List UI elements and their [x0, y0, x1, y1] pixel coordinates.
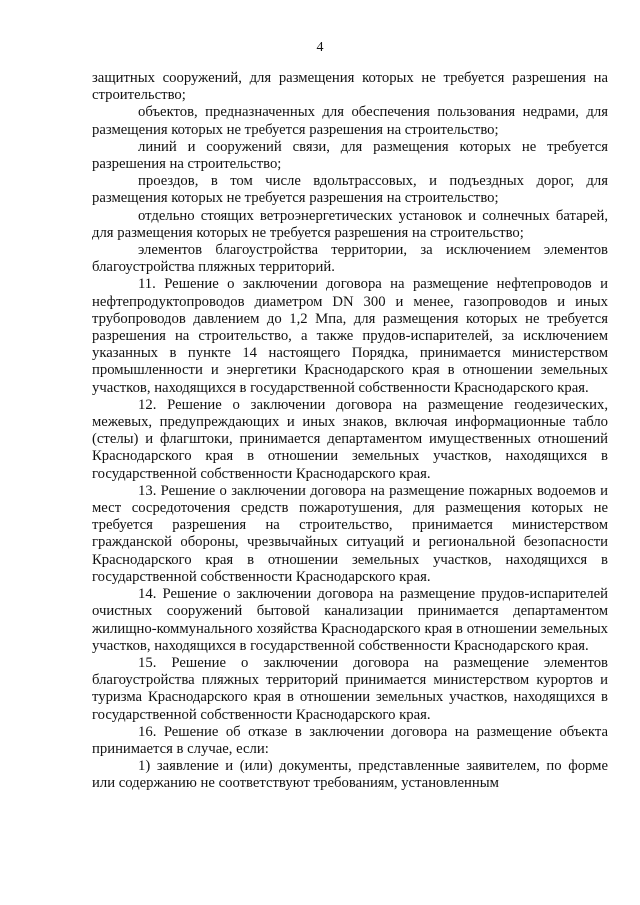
page-number: 4: [316, 40, 324, 55]
paragraph: 14. Решение о заключении договора на размещение прудов-испарителей очистных сооружений бытовой канализации принимается департаментом жилищно-коммунального хозяйства Краснодарского края в отношении земельных участков, находящихся в государственной собственности Краснодарского края.: [92, 586, 608, 654]
paragraph: элементов благоустройства территории, за исключением элементов благоустройства пляжных территорий.: [92, 242, 608, 276]
paragraph: 15. Решение о заключении договора на размещение элементов благоустройства пляжных территорий принимается министерством курортов и туризма Краснодарского края в отношении земельных участков, находящихся в государственной собственности Краснодарского края.: [92, 654, 608, 723]
paragraph: защитных сооружений, для размещения которых не требуется разрешения на строительство;: [92, 70, 608, 104]
paragraph: линий и сооружений связи, для размещения которых не требуется разрешения на строительство;: [92, 138, 608, 173]
paragraph: 13. Решение о заключении договора на размещение пожарных водоемов и мест сосредоточения средств пожаротушения, для размещения которых не требуется разрешения на строительство, принимается министерством гражданской обороны, чрезвычайных ситуаций и региональной безопасности Краснодарского края в отношении земельных участков, находящихся в государственной собственности Краснодарского края.: [92, 482, 608, 585]
paragraph: отдельно стоящих ветроэнергетических установок и солнечных батарей, для размещения которых не требуется разрешения на строительство;: [92, 207, 608, 241]
paragraph: объектов, предназначенных для обеспечения пользования недрами, для размещения которых не требуется разрешения на строительство;: [92, 104, 608, 138]
paragraph: 11. Решение о заключении договора на размещение нефтепроводов и нефтепродуктопроводов диаметром DN 300 и менее, газопроводов и иных трубопроводов давлением до 1,2 Мпа, для размещения которых не требуется разрешения на строительство, а также прудов-испарителей, за исключением указанных в пункте 14 настоящего Порядка, принимается министерством промышленности и энергетики Краснодарского края в отношении земельных участков, находящихся в государственной собственности Краснодарского края.: [92, 276, 608, 396]
paragraph: проездов, в том числе вдольтрассовых, и подъездных дорог, для размещения которых не требуется разрешения на строительство;: [92, 173, 608, 207]
paragraph: 1) заявление и (или) документы, представленные заявителем, по форме или содержанию не соответствуют требованиям, установленным: [92, 758, 608, 792]
paragraph: 16. Решение об отказе в заключении договора на размещение объекта принимается в случае, если:: [92, 723, 608, 757]
document-body: [92, 70, 608, 793]
paragraph: 12. Решение о заключении договора на размещение геодезических, межевых, предупреждающих и иных знаков, включая информационные табло (стелы) и флагштоки, принимается департаментом имущественных отношений Краснодарского края в отношении земельных участков, находящихся в государственной собственности Краснодарского края.: [92, 396, 608, 482]
